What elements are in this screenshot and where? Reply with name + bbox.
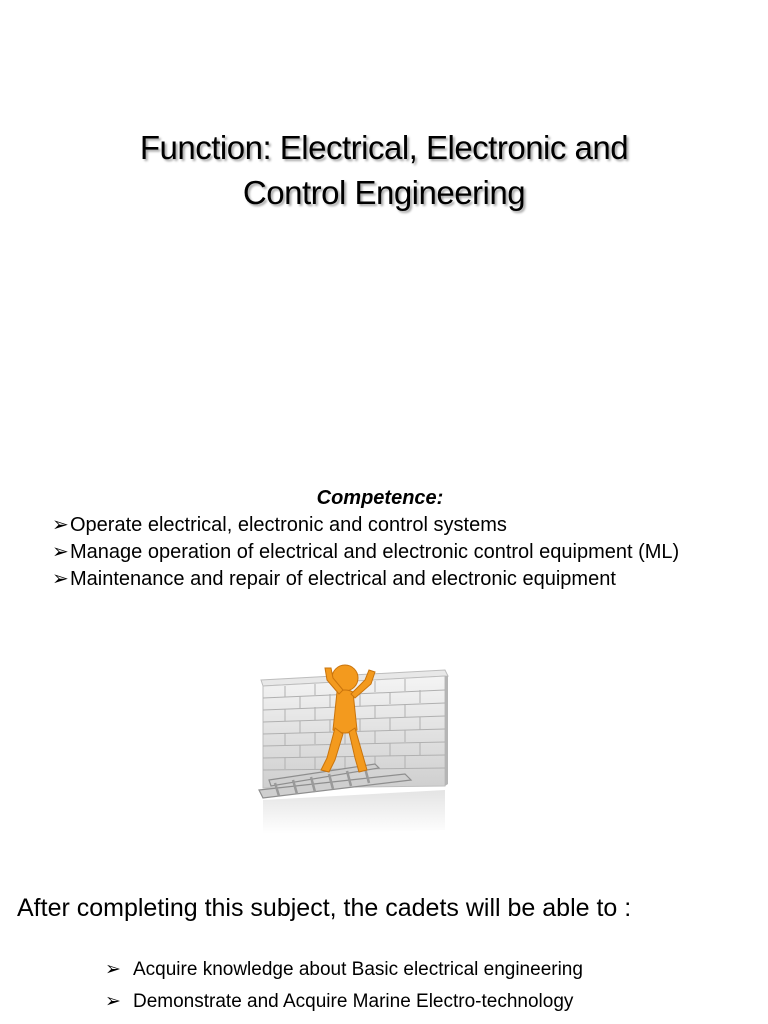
list-item [52,568,752,591]
arrow-bullet-icon: ➢ [105,991,121,1012]
title-line-2: Control Engineering [242,174,526,211]
competence-item-text: Manage operation of electrical and electronic control equipment (ML) [70,541,680,563]
objectives-list [105,954,583,1018]
competence-item-text: Maintenance and repair of electrical and electronic equipment [70,568,616,590]
arrow-bullet-icon: ➢ [52,568,69,590]
slide-title [0,125,768,215]
objectives-heading: After completing this subject, the cadets will be able to : [17,894,632,922]
objective-item-text: Demonstrate and Acquire Marine Electro-technology [133,991,574,1012]
arrow-bullet-icon: ➢ [105,959,121,980]
list-item [52,514,752,537]
list-item [52,541,752,564]
list-item [105,954,583,986]
objective-item-text: Acquire knowledge about Basic electrical engineering [133,959,583,980]
list-item [105,986,583,1018]
competence-heading: Competence: [316,487,444,509]
arrow-bullet-icon: ➢ [52,541,69,563]
competence-item-text: Operate electrical, electronic and control systems [70,514,507,536]
arrow-bullet-icon: ➢ [52,514,69,536]
competence-list [52,514,752,595]
title-line-1: Function: Electrical, Electronic and [139,129,629,166]
stick-figure-climbing-wall-icon [255,658,455,838]
